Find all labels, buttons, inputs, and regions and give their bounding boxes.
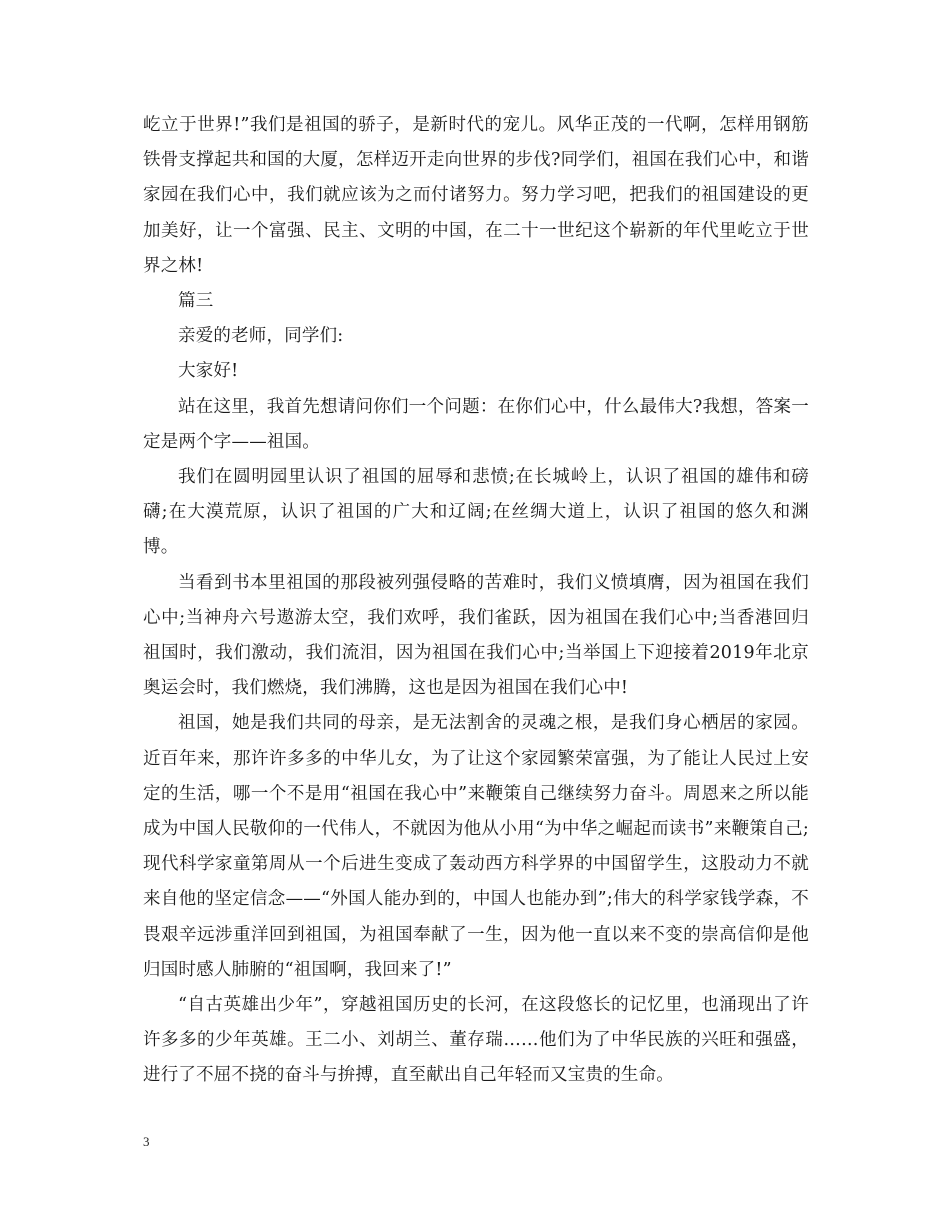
paragraph-young-heroes: “自古英雄出少年”，穿越祖国历史的长河，在这段悠长的记忆里，也涌现出了许许多多的少年英雄。王二小、刘胡兰、董存瑞……他们为了中华民族的兴旺和强盛，进行了不屈不挠的奋斗与拚搏，直至献出自己年轻而又宝贵的生命。 [143,995,809,1086]
page-number: 3 [143,1134,150,1149]
document-body [143,108,809,1094]
section-heading: 篇三 [178,291,214,312]
paragraph-1: 屹立于世界!”我们是祖国的骄子，是新时代的宠儿。风华正茂的一代啊，怎样用钢筋铁骨支撑起共和国的大厦，怎样迈开走向世界的步伐?同学们，祖国在我们心中，和谐家园在我们心中，我们就应该为之而付诸努力。努力学习吧，把我们的祖国建设的更加美好，让一个富强、民主、文明的中国，在二十一世纪这个崭新的年代里屹立于世界之林! [143,115,809,276]
greeting: 大家好! [178,361,239,382]
paragraph-recognition: 我们在圆明园里认识了祖国的屈辱和悲愤;在长城岭上，认识了祖国的雄伟和磅礴;在大漠荒原，认识了祖国的广大和辽阔;在丝绸大道上，认识了祖国的悠久和渊博。 [143,467,809,558]
paragraph-motherland: 祖国，她是我们共同的母亲，是无法割舍的灵魂之根，是我们身心栖居的家园。近百年来，那许许多多的中华儿女，为了让这个家园繁荣富强，为了能让人民过上安定的生活，哪一个不是用“祖国在我心中”来鞭策自己继续努力奋斗。周恩来之所以能成为中国人民敬仰的一代伟人，不就因为他从小用“为中华之崛起而读书”来鞭策自己;现代科学家童第周从一个后进生变成了轰动西方科学界的中国留学生，这股动力不就来自他的坚定信念——“外国人能办到的，中国人也能办到”;伟大的科学家钱学森，不畏艰辛远涉重洋回到祖国，为祖国奉献了一生，因为他一直以来不变的崇高信仰是他归国时感人肺腑的“祖国啊，我回来了!” [143,713,809,980]
paragraph-question: 站在这里，我首先想请问你们一个问题：在你们心中，什么最伟大?我想，答案一定是两个字——祖国。 [143,396,809,452]
paragraph-emotions: 当看到书本里祖国的那段被列强侵略的苦难时，我们义愤填膺，因为祖国在我们心中;当神舟六号遨游太空，我们欢呼，我们雀跃，因为祖国在我们心中;当香港回归祖国时，我们激动，我们流泪，因为祖国在我们心中;当举国上下迎接着2019年北京奥运会时，我们燃烧，我们沸腾，这也是因为祖国在我们心中! [143,572,809,699]
salutation: 亲爱的老师，同学们: [178,326,344,347]
